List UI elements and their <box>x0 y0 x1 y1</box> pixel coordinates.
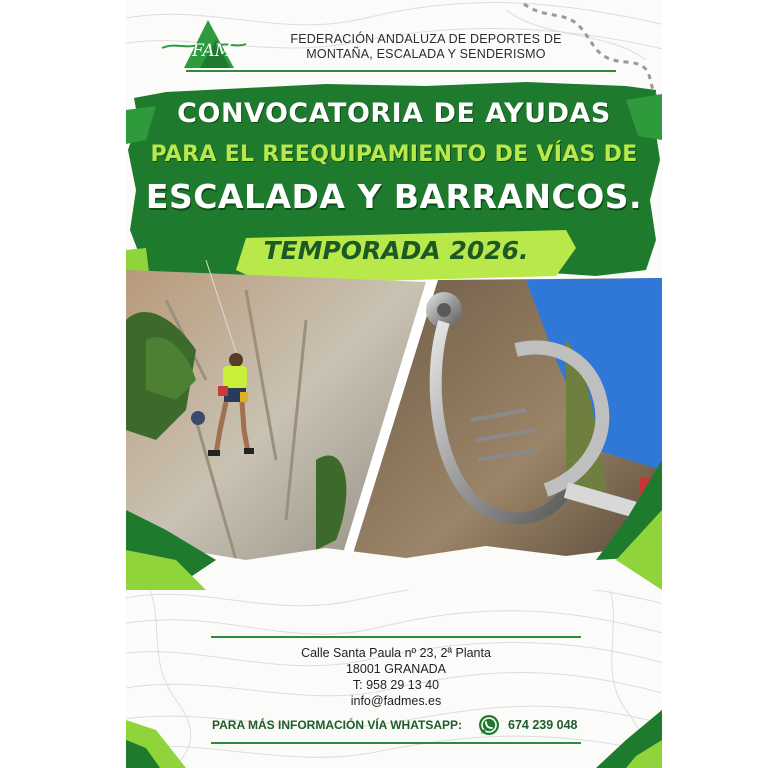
title-line-1: CONVOCATORIA DE AYUDAS <box>177 98 611 129</box>
org-name-line-1: FEDERACIÓN ANDALUZA DE DEPORTES DE <box>290 32 562 46</box>
season-label: TEMPORADA 2026. <box>263 236 529 265</box>
poster <box>126 0 662 768</box>
header <box>156 12 656 72</box>
contact-phone: T: 958 29 13 40 <box>352 678 440 692</box>
whatsapp-label: PARA MÁS INFORMACIÓN VÍA WHATSAPP: <box>212 718 462 732</box>
contact-city: 18001 GRANADA <box>345 662 447 676</box>
fam-logo-icon <box>156 12 248 70</box>
org-name-line-2: MONTAÑA, ESCALADA Y SENDERISMO <box>306 47 546 61</box>
title-line-3: ESCALADA Y BARRANCOS. <box>145 177 643 216</box>
photo-collage <box>126 260 662 590</box>
contact-email: info@fadmes.es <box>350 694 442 708</box>
org-name <box>256 32 596 62</box>
title-line-2: PARA EL REEQUIPAMIENTO DE VÍAS DE <box>150 142 638 167</box>
whatsapp-number: 674 239 048 <box>508 718 578 732</box>
logo-text: FAM <box>192 41 233 61</box>
contact-address: Calle Santa Paula nº 23, 2ª Planta <box>301 646 491 660</box>
bottom-brush-decoration <box>126 700 662 768</box>
contact-divider-top <box>211 636 581 638</box>
header-divider <box>186 70 616 72</box>
